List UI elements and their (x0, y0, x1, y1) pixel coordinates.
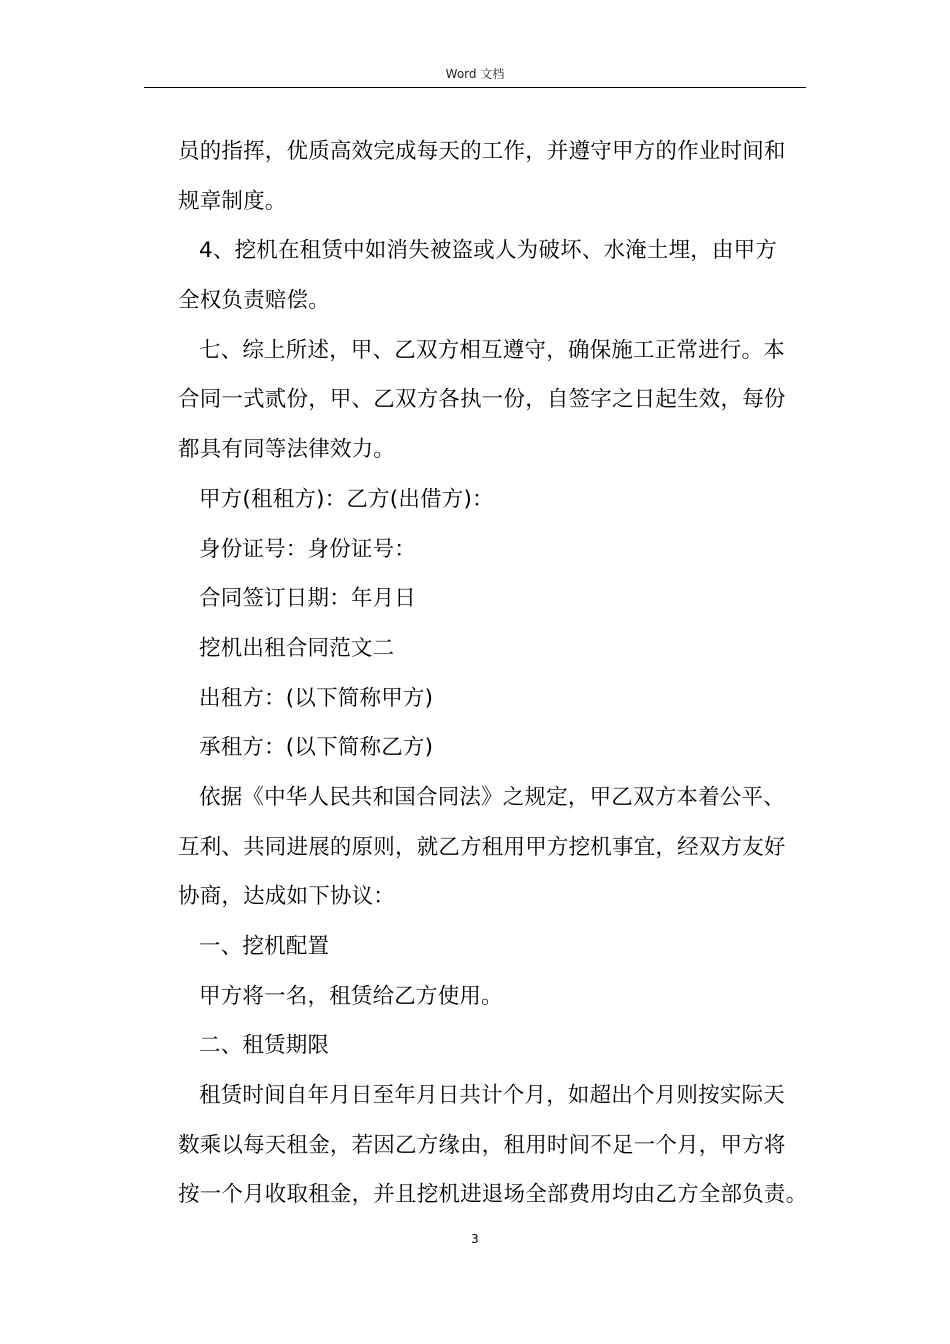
text-line: 出租方：(以下简称甲方) (199, 685, 434, 711)
text-line: 租赁时间自年月日至年月日共计个月，如超出个月则按实际天 (199, 1083, 785, 1109)
header-title: Word 文档 (445, 67, 505, 81)
text-line: 挖机出租合同范文二 (199, 635, 395, 661)
text-line: 合同签订日期：年月日 (199, 586, 417, 612)
header-divider (144, 87, 806, 88)
text-line: 协商，达成如下协议： (178, 884, 396, 910)
text-line: 身份证号：身份证号： (199, 536, 417, 562)
text-line: 数乘以每天租金，若因乙方缘由，租用时间不足一个月，甲方将 (178, 1132, 786, 1158)
text-line: 甲方将一名，租赁给乙方使用。 (199, 983, 503, 1009)
text-line: 承租方：(以下简称乙方) (199, 735, 434, 761)
text-line: 互利、共同进展的原则，就乙方租用甲方挖机事宜，经双方友好 (178, 834, 786, 860)
text-line: 规章制度。 (178, 188, 287, 214)
text-line: 合同一式贰份，甲、乙双方各执一份，自签字之日起生效，每份 (178, 387, 786, 413)
text-line: 依据《中华人民共和国合同法》之规定，甲乙双方本着公平、 (199, 784, 785, 810)
text-line: 七、综上所述，甲、乙双方相互遵守，确保施工正常进行。本 (199, 337, 785, 363)
text-line: 二、租赁期限 (199, 1033, 330, 1059)
text-line: 全权负责赔偿。 (178, 288, 330, 314)
page-number: 3 (471, 1232, 479, 1246)
text-line: 一、挖机配置 (199, 934, 330, 959)
text-line: 按一个月收取租金，并且挖机进退场全部费用均由乙方全部负责。 (178, 1182, 808, 1208)
document-body (178, 127, 818, 1220)
text-line: 4、挖机在租赁中如消失被盗或人为破坏、水淹土埋，由甲方 (199, 238, 778, 264)
text-line: 甲方(租租方)：乙方(出借方)： (199, 486, 494, 512)
text-line: 员的指挥，优质高效完成每天的工作，并遵守甲方的作业时间和 (178, 139, 786, 164)
text-line: 都具有同等法律效力。 (178, 437, 396, 463)
